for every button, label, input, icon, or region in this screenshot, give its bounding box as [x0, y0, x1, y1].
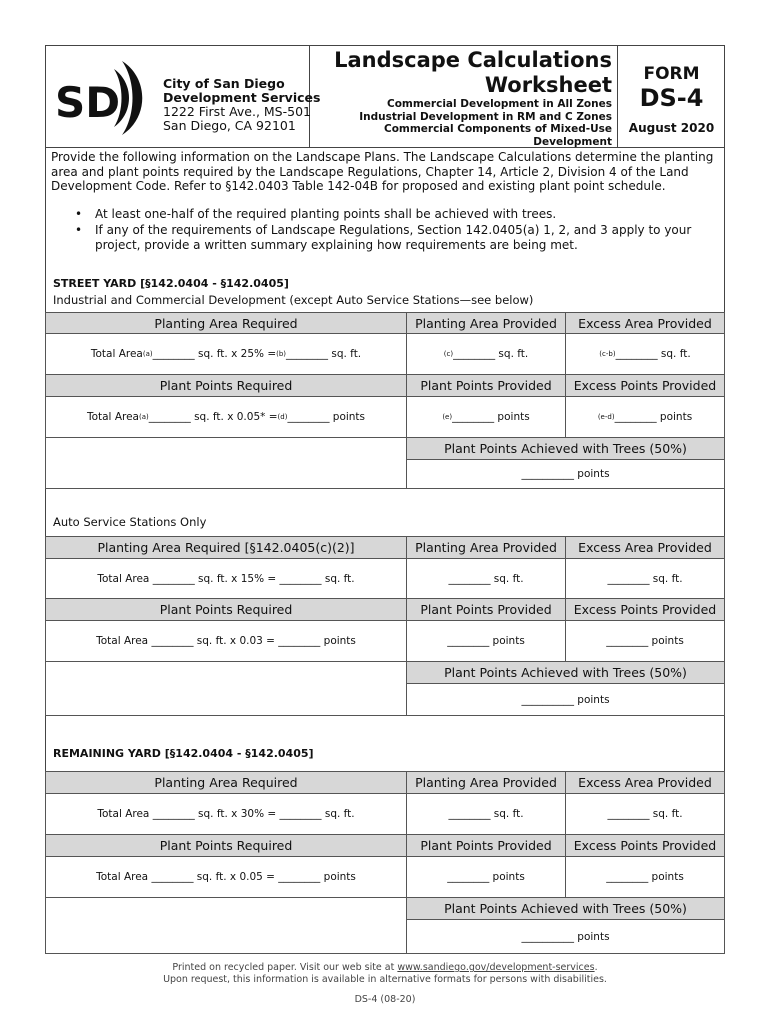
- as-points-calc[interactable]: Total Area ________ sq. ft. x 0.03 = ________ points: [45, 620, 407, 662]
- as-area-provided-field[interactable]: ________ sq. ft.: [406, 558, 566, 599]
- auto-service-heading: Auto Service Stations Only: [53, 515, 207, 529]
- form-subtitle: Commercial Development in All Zones Industrial Development in RM and C Zones Commercial Components of Mixed-Use Development: [359, 98, 612, 148]
- city-logo: [52, 55, 152, 140]
- as-header-points-excess: Excess Points Provided: [565, 598, 725, 621]
- sy-header-points-provided: Plant Points Provided: [406, 374, 566, 397]
- as-points-excess-field[interactable]: ________ points: [565, 620, 725, 662]
- sy-header-points-excess: Excess Points Provided: [565, 374, 725, 397]
- ry-header-points-required: Plant Points Required: [45, 834, 407, 857]
- ry-area-excess-field[interactable]: ________ sq. ft.: [565, 793, 725, 835]
- logo-text: SD: [55, 78, 121, 127]
- sy-header-points-required: Plant Points Required: [45, 374, 407, 397]
- website-link[interactable]: www.sandiego.gov/development-services: [397, 962, 595, 973]
- intro-bullet-2: • If any of the requirements of Landscape Regulations, Section 142.0405(a) 1, 2, and 3 apply to your project, provide a written summary explaining how requirements are being met.: [95, 223, 719, 252]
- ry-header-points-excess: Excess Points Provided: [565, 834, 725, 857]
- as-trees-blank: [45, 661, 407, 716]
- form-code: DS-4 (08-20): [354, 994, 416, 1005]
- remaining-yard-heading: REMAINING YARD [§142.0404 - §142.0405]: [53, 747, 314, 760]
- sy-trees-blank: [45, 437, 407, 489]
- as-header-area-excess: Excess Area Provided: [565, 536, 725, 559]
- form-number: DS-4: [639, 84, 704, 112]
- as-header-area-provided: Planting Area Provided: [406, 536, 566, 559]
- sy-area-excess-field[interactable]: (c-b) ________ sq. ft.: [565, 333, 725, 375]
- as-header-points-required: Plant Points Required: [45, 598, 407, 621]
- ry-header-area-provided: Planting Area Provided: [406, 771, 566, 794]
- form-title: Landscape Calculations Worksheet: [334, 48, 612, 97]
- ry-points-provided-field[interactable]: ________ points: [406, 856, 566, 898]
- intro-bullet-1: • At least one-half of the required planting points shall be achieved with trees.: [95, 207, 715, 222]
- street-yard-heading: STREET YARD [§142.0404 - §142.0405]: [53, 277, 289, 290]
- sy-points-calc[interactable]: Total Area (a) ________ sq. ft. x 0.05* = (d) ________ points: [45, 396, 407, 438]
- sy-points-excess-field[interactable]: (e-d) ________ points: [565, 396, 725, 438]
- intro-paragraph: Provide the following information on the Landscape Plans. The Landscape Calculations determine the planting area and plant points required by the Landscape Regulations, Chapter 14, Article 2, Division 4 of the Land Development Code. Refer to §142.0403 Table 142-04B for proposed and existing plant point schedule.: [51, 150, 714, 193]
- form-label: FORM: [643, 64, 700, 84]
- ry-points-calc[interactable]: Total Area ________ sq. ft. x 0.05 = ________ points: [45, 856, 407, 898]
- as-header-area-required: Planting Area Required [§142.0405(c)(2)]: [45, 536, 407, 559]
- ry-trees-field[interactable]: __________ points: [406, 919, 725, 954]
- street-yard-subheading: Industrial and Commercial Development (except Auto Service Stations—see below): [53, 293, 534, 307]
- as-trees-field[interactable]: __________ points: [406, 683, 725, 716]
- as-header-points-provided: Plant Points Provided: [406, 598, 566, 621]
- sy-header-area-excess: Excess Area Provided: [565, 312, 725, 334]
- as-points-provided-field[interactable]: ________ points: [406, 620, 566, 662]
- sy-header-area-required: Planting Area Required: [45, 312, 407, 334]
- org-address: 1222 First Ave., MS-501 San Diego, CA 92101: [163, 104, 311, 133]
- footer-notice: Printed on recycled paper. Visit our web site at www.sandiego.gov/development-services. Upon request, this information is available in alternative formats for persons with disabilities.: [163, 962, 607, 985]
- sy-points-provided-field[interactable]: (e) ________ points: [406, 396, 566, 438]
- ry-header-points-provided: Plant Points Provided: [406, 834, 566, 857]
- org-name: City of San Diego Development Services: [163, 76, 321, 105]
- sy-trees-field[interactable]: __________ points: [406, 459, 725, 489]
- as-area-calc[interactable]: Total Area ________ sq. ft. x 15% = ________ sq. ft.: [45, 558, 407, 599]
- sy-area-provided-field[interactable]: (c) ________ sq. ft.: [406, 333, 566, 375]
- ry-header-area-required: Planting Area Required: [45, 771, 407, 794]
- sy-header-trees: Plant Points Achieved with Trees (50%): [406, 437, 725, 460]
- ry-header-area-excess: Excess Area Provided: [565, 771, 725, 794]
- as-header-trees: Plant Points Achieved with Trees (50%): [406, 661, 725, 684]
- ry-trees-blank: [45, 897, 407, 954]
- ry-area-provided-field[interactable]: ________ sq. ft.: [406, 793, 566, 835]
- ry-header-trees: Plant Points Achieved with Trees (50%): [406, 897, 725, 920]
- sy-area-calc[interactable]: Total Area (a) ________ sq. ft. x 25% = (b) ________ sq. ft.: [45, 333, 407, 375]
- ry-points-excess-field[interactable]: ________ points: [565, 856, 725, 898]
- as-area-excess-field[interactable]: ________ sq. ft.: [565, 558, 725, 599]
- ry-area-calc[interactable]: Total Area ________ sq. ft. x 30% = ________ sq. ft.: [45, 793, 407, 835]
- sy-header-area-provided: Planting Area Provided: [406, 312, 566, 334]
- form-date: August 2020: [628, 121, 715, 135]
